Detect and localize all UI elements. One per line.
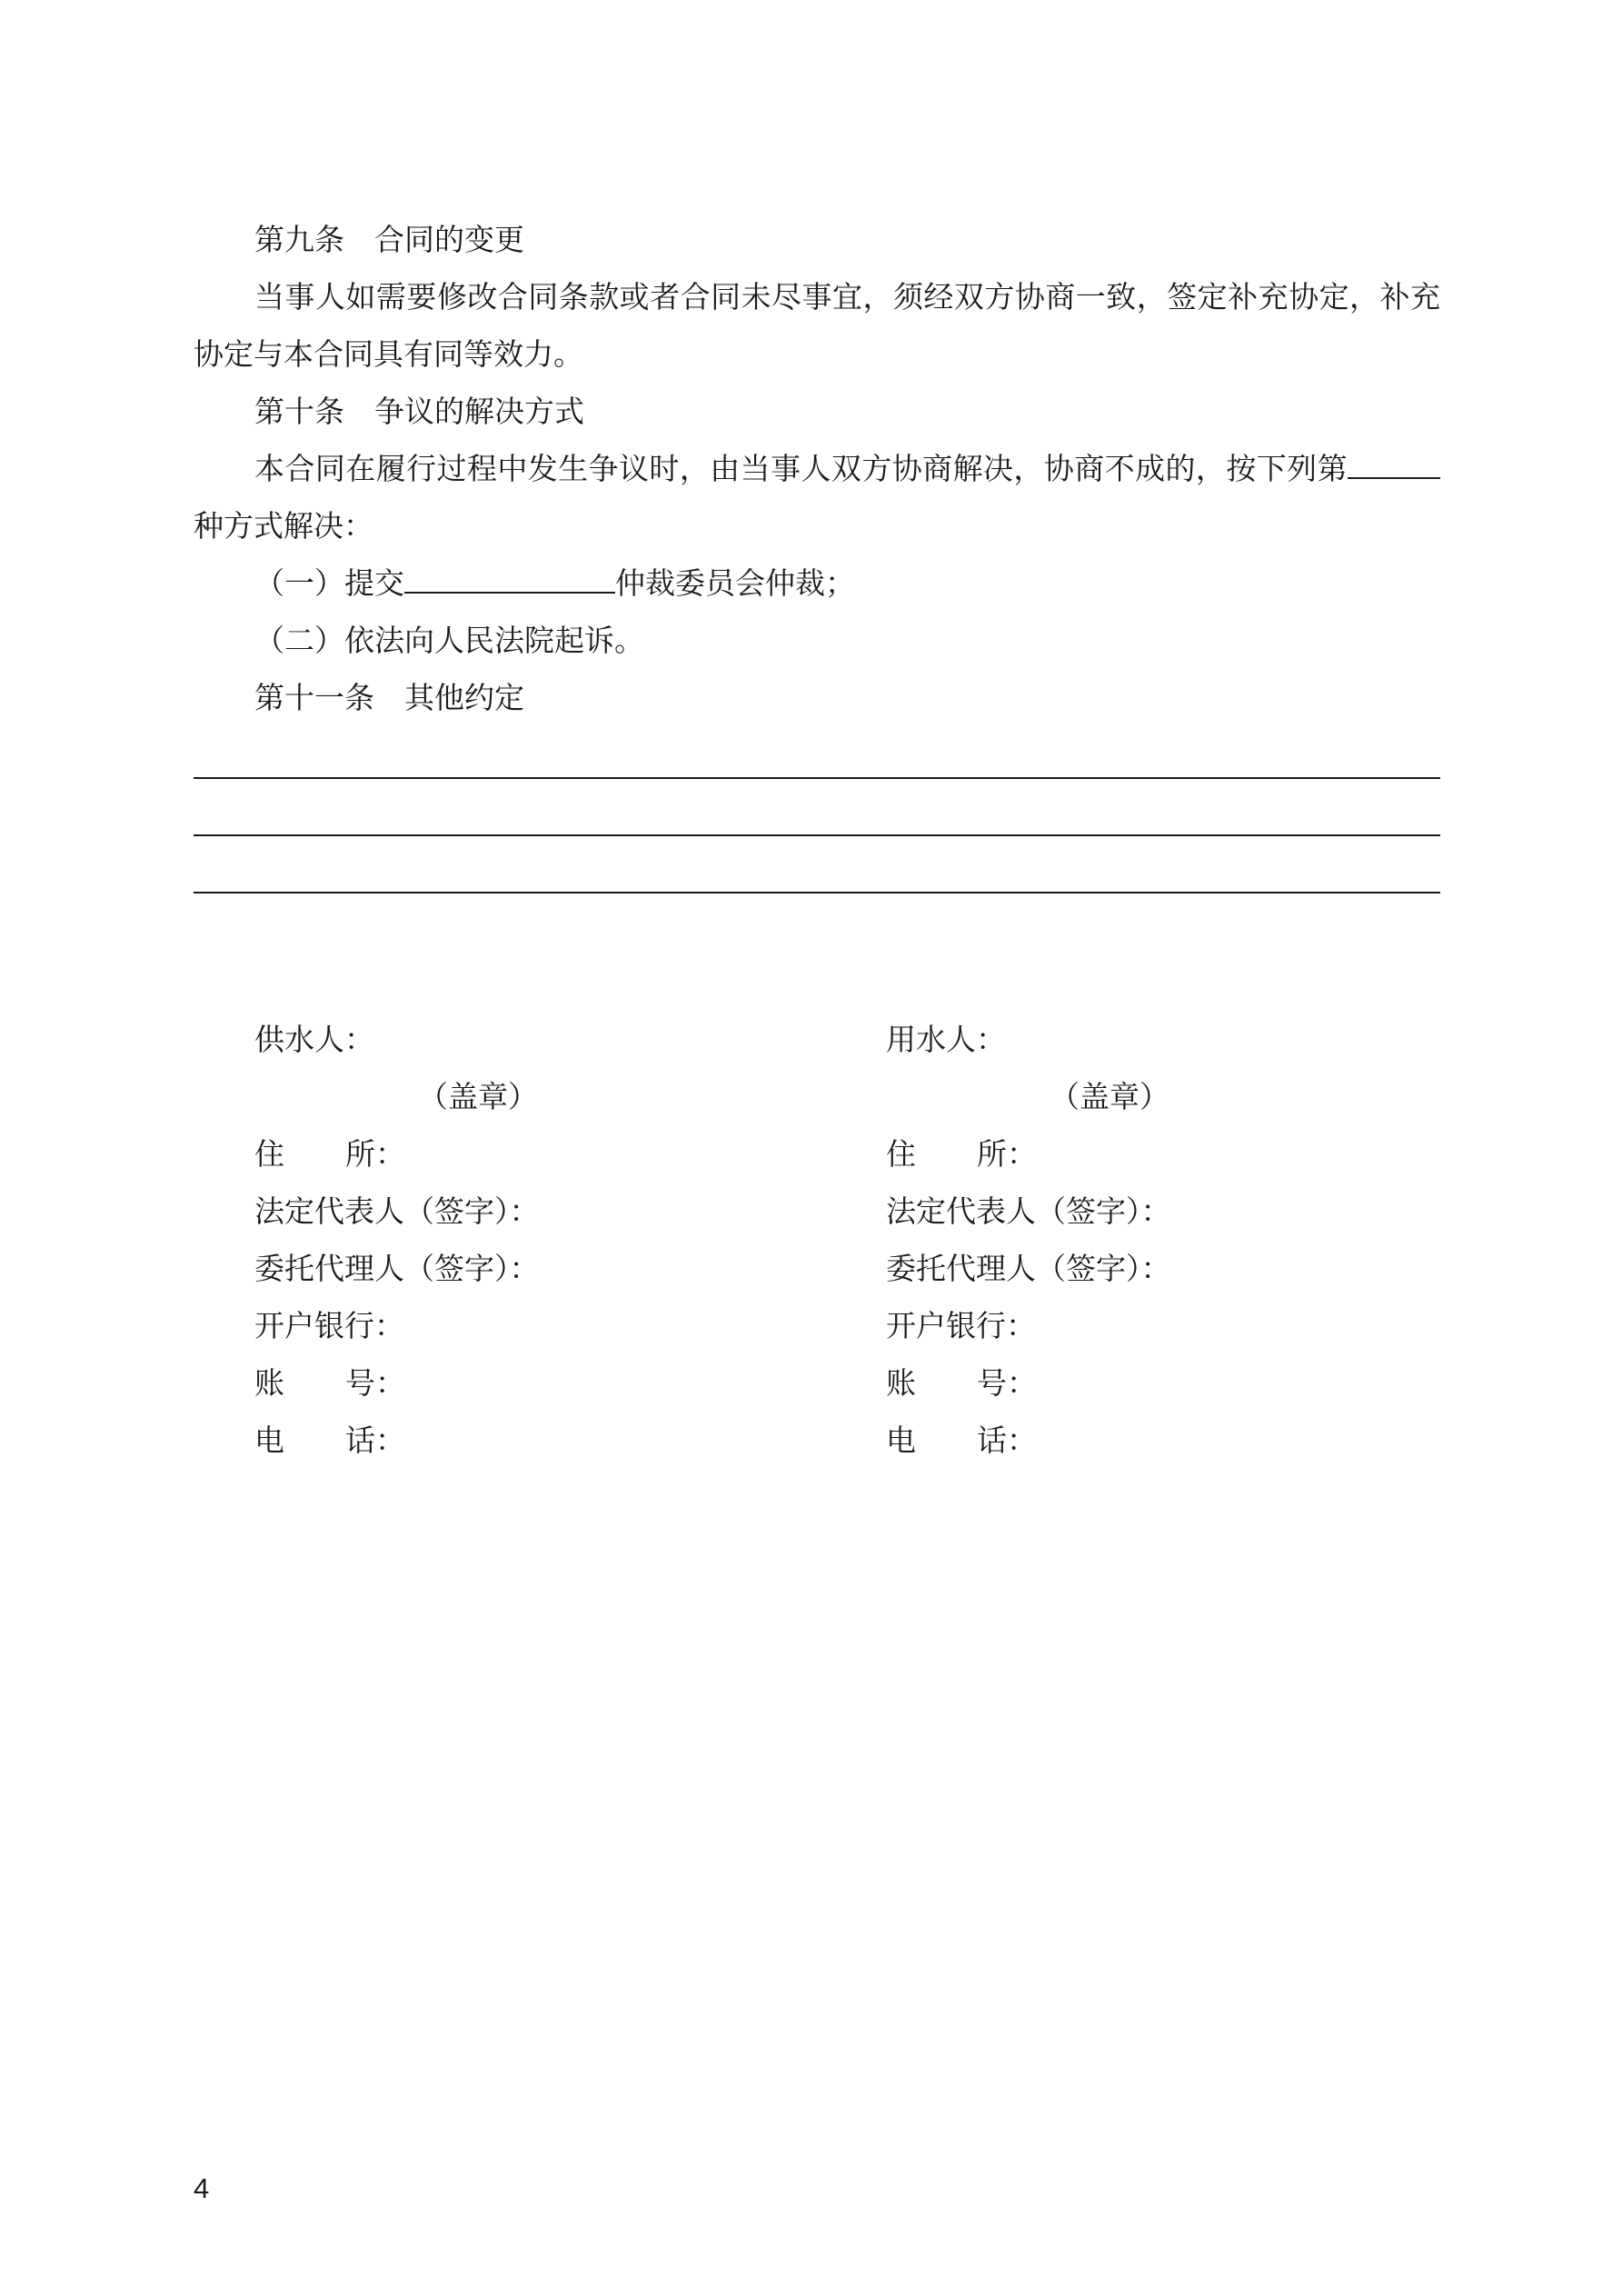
supplier-signature-block [254,1011,540,1469]
supplier-address-label-char-2: 所： [345,1136,405,1172]
article-10-heading [194,383,1440,440]
supplier-seal: （盖章） [418,1079,538,1114]
arbitration-commission-blank[interactable] [404,555,615,594]
supplier-account-label-char-2: 号： [345,1365,405,1401]
supplier-legal-rep: 法定代表人（签字）： [254,1193,540,1229]
contract-body [194,211,1440,726]
page-number: 4 [194,2172,210,2204]
user-address [886,1125,1171,1183]
article-11-heading [194,669,1440,726]
supplier-address-label-char-1: 住 [254,1136,284,1172]
user-account-label-char-2: 号： [977,1365,1037,1401]
supplier-party-label: 供水人： [254,1022,374,1057]
user-address-label-char-2: 所： [977,1136,1037,1172]
user-bank: 开户银行： [886,1308,1036,1343]
supplier-phone-label-char-1: 电 [254,1423,284,1458]
other-agreements-line-3[interactable] [194,892,1440,893]
dispute-option-1 [194,554,1440,612]
user-party-label: 用水人： [886,1022,1006,1057]
other-agreements-lines [194,777,1440,949]
dispute-method-blank[interactable] [1348,441,1440,479]
supplier-agent: 委托代理人（签字）： [254,1251,540,1286]
article-9-number: 第九条 [254,222,344,257]
supplier-address [254,1125,540,1183]
user-phone-label-char-1: 电 [886,1423,916,1458]
dispute-option-1-after: 仲裁委员会仲裁； [615,565,855,601]
user-agent: 委托代理人（签字）： [886,1251,1171,1286]
other-agreements-line-2[interactable] [194,834,1440,836]
user-phone [886,1412,1171,1469]
supplier-bank: 开户银行： [254,1308,404,1343]
supplier-phone [254,1412,540,1469]
user-seal: （盖章） [1050,1079,1169,1114]
user-legal-rep: 法定代表人（签字）： [886,1193,1171,1229]
user-address-label-char-1: 住 [886,1136,916,1172]
user-account-label-char-1: 账 [886,1365,916,1401]
supplier-account-label-char-1: 账 [254,1365,284,1401]
article-11-number: 第十一条 [254,680,374,715]
article-10-number: 第十条 [254,394,344,429]
article-9-body: 当事人如需要修改合同条款或者合同未尽事宜，须经双方协商一致，签定补充协定，补充协定与本合同具有同等效力。 [194,279,1440,372]
user-account [886,1354,1171,1412]
dispute-option-2: （二）依法向人民法院起诉。 [254,623,644,658]
article-9-heading [194,211,1440,268]
dispute-option-1-before: （一）提交 [254,565,404,601]
article-10-body [194,440,1440,554]
user-signature-block [886,1011,1171,1469]
other-agreements-line-1[interactable] [194,777,1440,779]
article-11-title: 其他约定 [404,680,524,715]
article-10-body-after-blank: 种方式解决： [194,508,373,544]
article-10-title: 争议的解决方式 [374,394,584,429]
supplier-phone-label-char-2: 话： [345,1423,405,1458]
supplier-account [254,1354,540,1412]
article-9-title: 合同的变更 [374,222,524,257]
user-phone-label-char-2: 话： [977,1423,1037,1458]
article-10-body-before-blank: 本合同在履行过程中发生争议时，由当事人双方协商解决，协商不成的，按下列第 [254,451,1348,486]
